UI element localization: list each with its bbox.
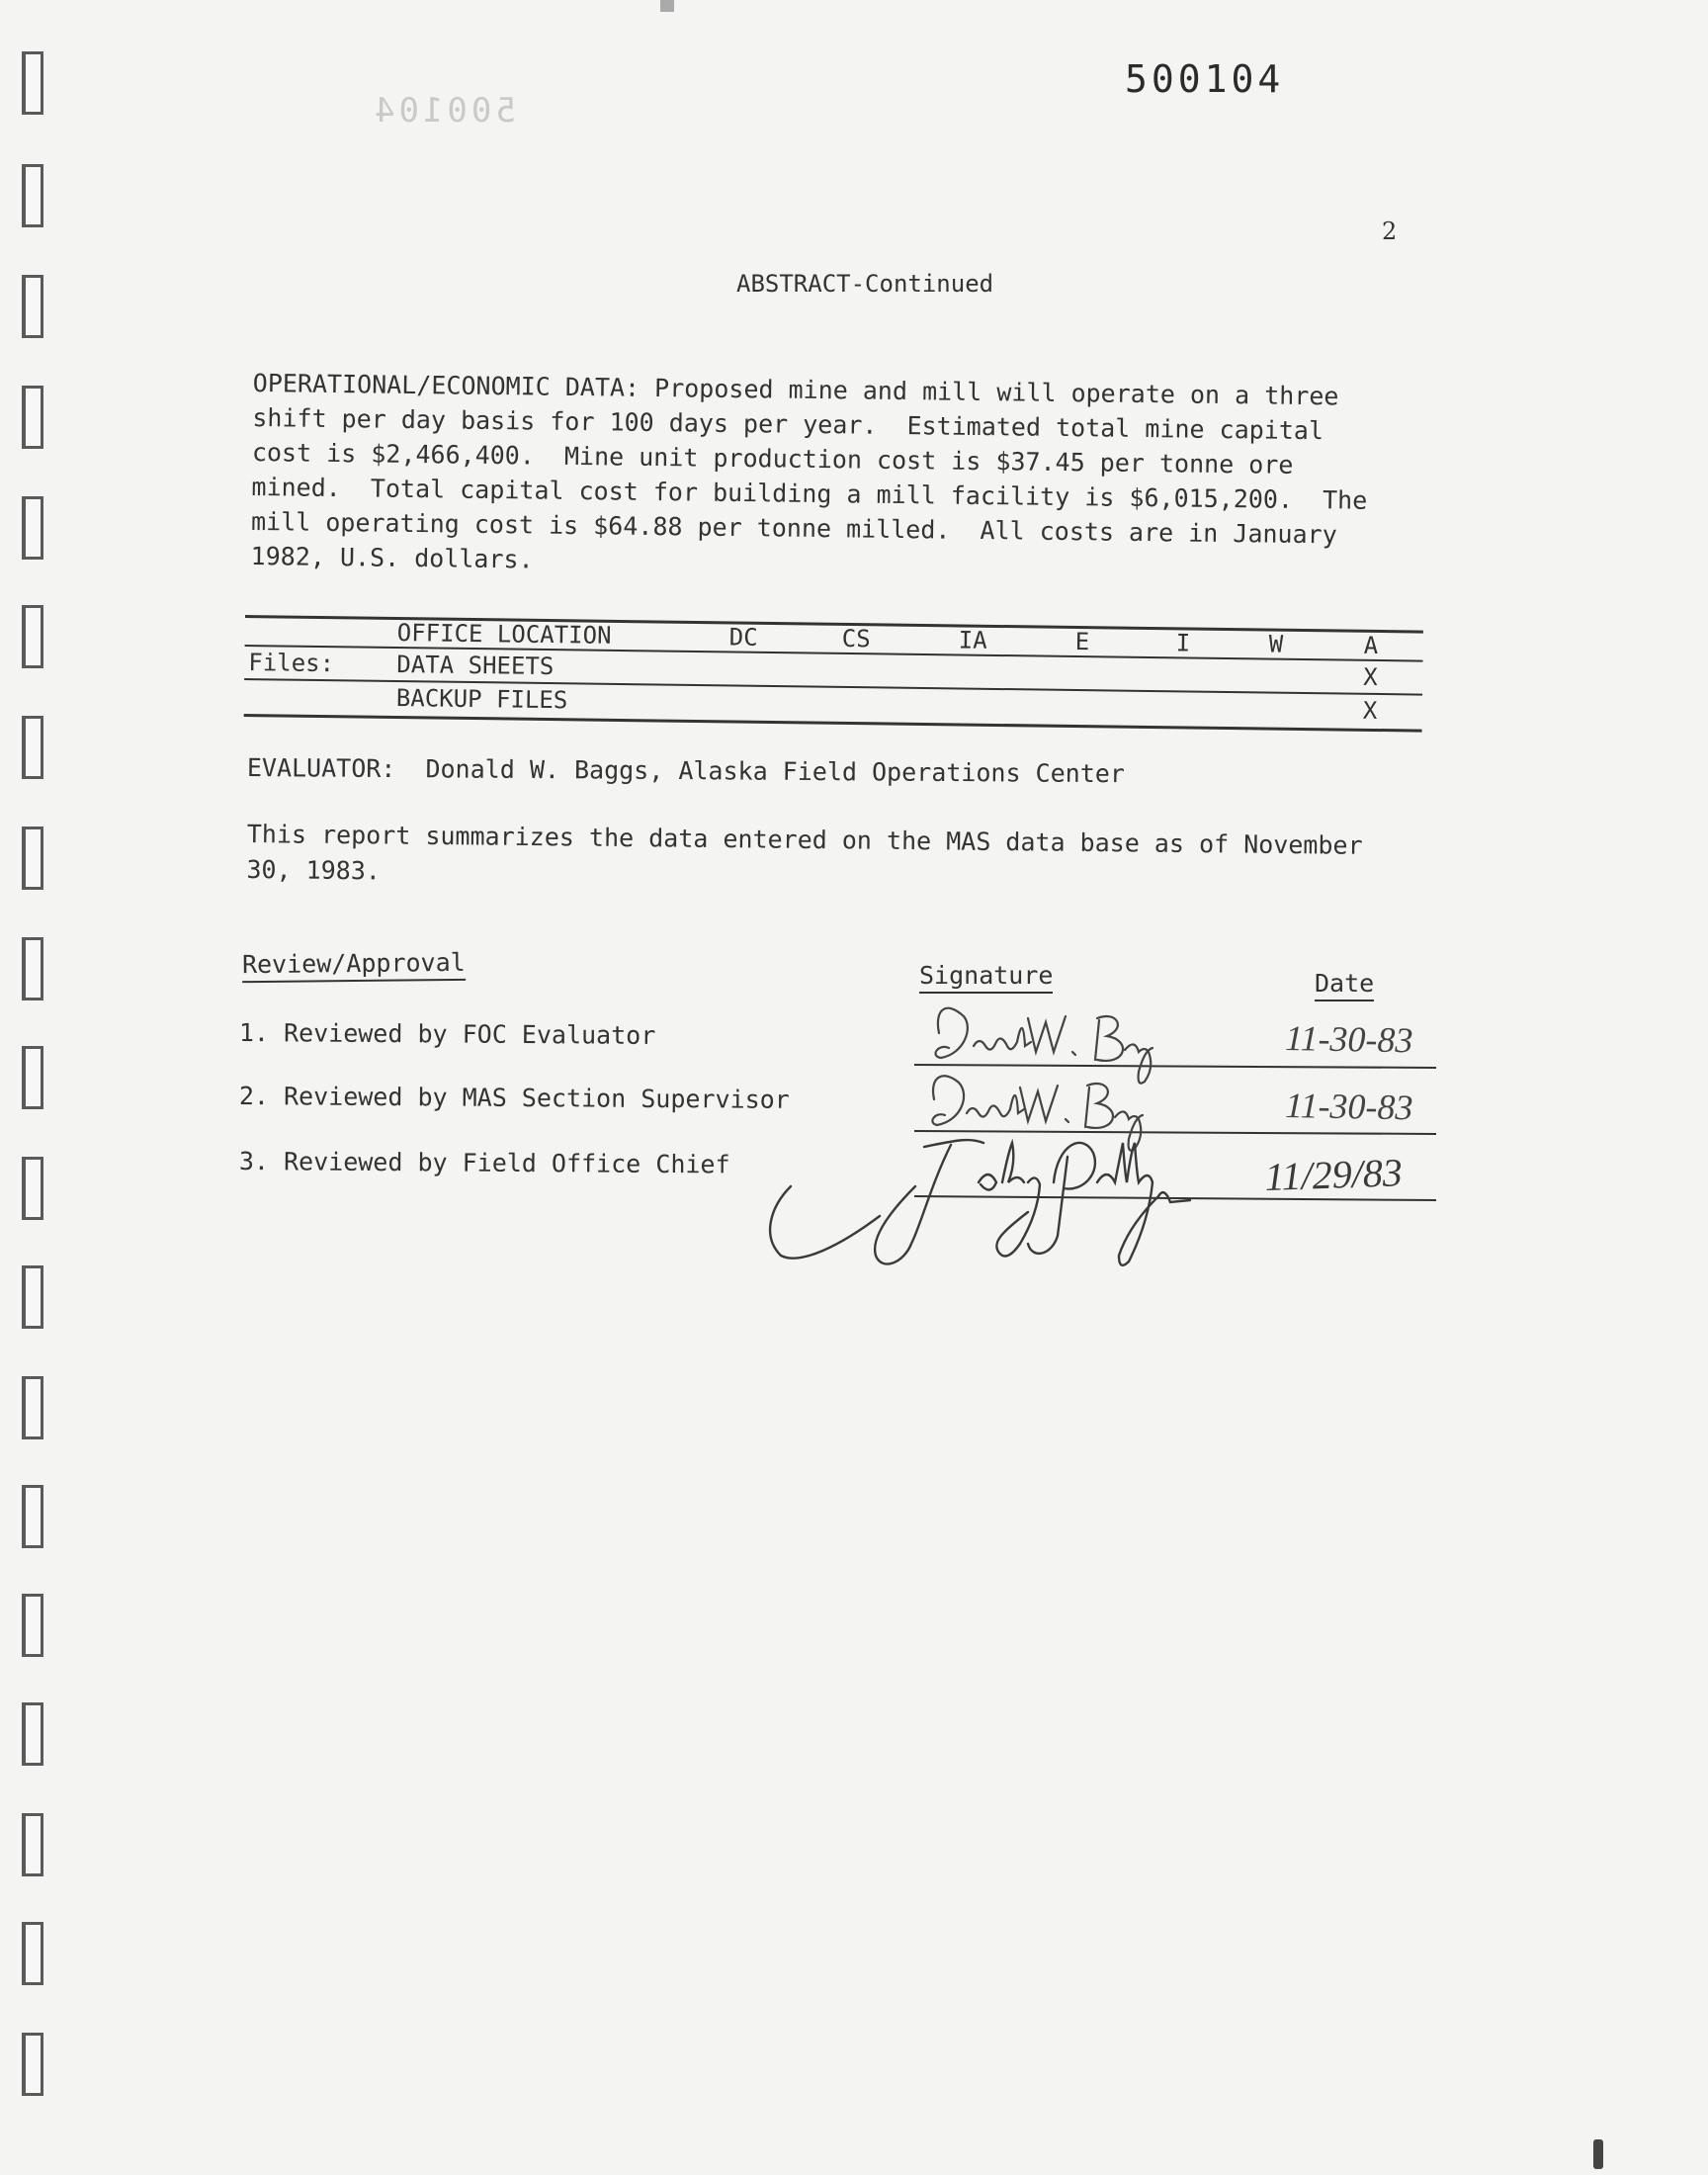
- summary-line: This report summarizes the data entered on the MAS data base as of November: [246, 819, 1363, 860]
- column-header-e: E: [1074, 627, 1090, 656]
- date-3-text: 11/29/83: [1263, 1150, 1404, 1199]
- column-header-i: I: [1175, 629, 1191, 657]
- signature-line: [914, 1065, 1436, 1068]
- signature-field-office-chief: [770, 1140, 1190, 1265]
- signature-heading: Signature: [919, 961, 1053, 994]
- files-label: Files:: [248, 649, 335, 678]
- review-item-field-office-chief: 3. Reviewed by Field Office Chief: [238, 1147, 730, 1179]
- row-mark-backup-files: X: [1362, 696, 1378, 725]
- section-title: ABSTRACT-Continued: [736, 270, 994, 298]
- column-header-cs: CS: [841, 624, 871, 653]
- row-mark-data-sheets: X: [1363, 662, 1378, 692]
- evaluator-label: EVALUATOR:: [246, 753, 396, 784]
- signature-baggs-1: [936, 1008, 1153, 1084]
- paragraph-line: 1982, U.S. dollars.: [250, 541, 534, 574]
- column-header-w: W: [1268, 630, 1284, 658]
- paragraph-line: shift per day basis for 100 days per year. Estimated total mine capital: [252, 402, 1324, 446]
- column-header-a: A: [1363, 631, 1379, 660]
- date-2-text: 11-30-83: [1284, 1086, 1413, 1128]
- paragraph-line: mined. Total capital cost for building a mill facility is $6,015,200. The: [251, 472, 1368, 515]
- paragraph-line: cost is $2,466,400. Mine unit production cost is $37.45 per tonne ore: [251, 437, 1294, 479]
- column-header-dc: DC: [728, 623, 758, 652]
- evaluator-value: Donald W. Baggs, Alaska Field Operations Center: [425, 754, 1126, 789]
- office-location-header: OFFICE LOCATION: [396, 619, 612, 650]
- bleed-through-number: 500104: [371, 91, 516, 130]
- date-1: [1285, 1018, 1413, 1060]
- date-3: [1264, 1150, 1404, 1199]
- paragraph-line: OPERATIONAL/ECONOMIC DATA: Proposed mine and mill will operate on a three: [252, 368, 1339, 411]
- scan-artifact: [1593, 2139, 1603, 2169]
- summary-line: 30, 1983.: [246, 854, 382, 886]
- signature-line: [914, 1196, 1436, 1200]
- date-1-text: 11-30-83: [1284, 1018, 1413, 1061]
- date-2: [1285, 1086, 1413, 1127]
- page-number: 2: [1382, 218, 1398, 245]
- row-label-data-sheets: DATA SHEETS: [396, 651, 555, 681]
- paragraph-line: mill operating cost is $64.88 per tonne milled. All costs are in January: [250, 506, 1337, 550]
- review-item-mas-supervisor: 2. Reviewed by MAS Section Supervisor: [238, 1082, 790, 1114]
- row-label-backup-files: BACKUP FILES: [395, 684, 568, 715]
- review-item-foc-evaluator: 1. Reviewed by FOC Evaluator: [238, 1018, 656, 1050]
- signature-line: [914, 1131, 1436, 1134]
- review-approval-heading: Review/Approval: [242, 948, 466, 983]
- column-header-ia: IA: [958, 626, 987, 654]
- document-number: 500104: [1125, 57, 1285, 101]
- date-heading: Date: [1315, 969, 1374, 1001]
